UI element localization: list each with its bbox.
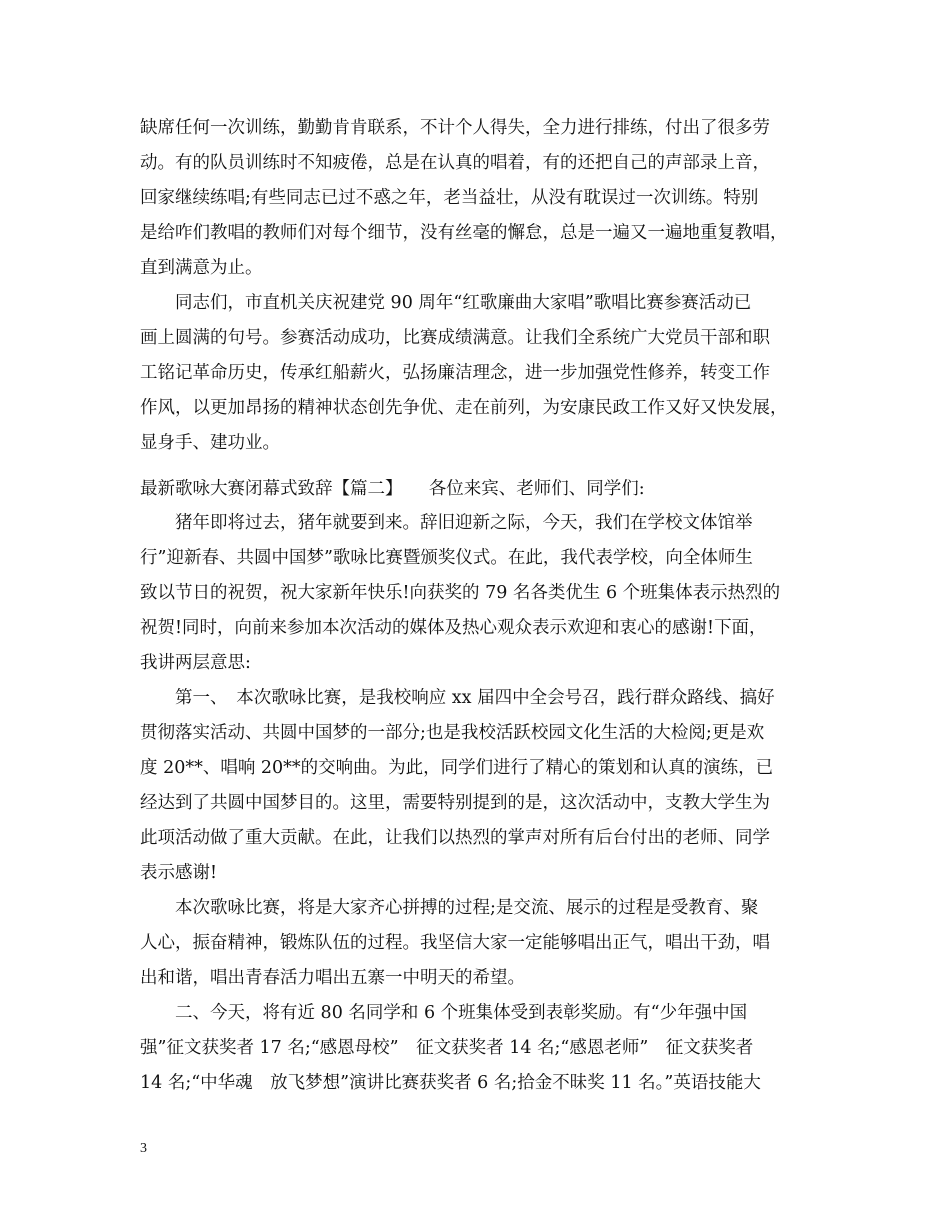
paragraph-first-line: 猪年即将过去，猪年就要到来。辞旧迎新之际，今天，我们在学校文体馆举	[175, 513, 753, 533]
text-line: 缺席任何一次训练，勤勤肯肯联系，不计个人得失，全力进行排练，付出了很多劳	[140, 118, 770, 138]
text-line: 经达到了共圆中国梦目的。这里，需要特别提到的是，这次活动中，支教大学生为	[140, 793, 770, 813]
paragraph-first-line: 第一、 本次歌咏比赛，是我校响应 xx 届四中全会号召，践行群众路线、搞好	[175, 688, 775, 708]
text-line: 行”迎新春、共圆中国梦”歌咏比赛暨颁奖仪式。在此，我代表学校，向全体师生	[140, 548, 753, 568]
text-line: 画上圆满的句号。参赛活动成功，比赛成绩满意。让我们全系统广大党员干部和职	[140, 328, 770, 348]
text-line: 致以节日的祝贺，祝大家新年快乐!向获奖的 79 名各类优生 6 个班集体表示热烈的	[140, 583, 781, 603]
text-line: 作风，以更加昂扬的精神状态创先争优、走在前列，为安康民政工作又好又快发展，	[140, 398, 788, 418]
page-number: 3	[140, 1141, 147, 1156]
text-line: 度 20**、唱响 20**的交响曲。为此，同学们进行了精心的策划和认真的演练，已	[140, 758, 774, 778]
text-line: 人心，振奋精神，锻炼队伍的过程。我坚信大家一定能够唱出正气，唱出干劲，唱	[140, 933, 770, 953]
text-line: 贯彻落实活动、共圆中国梦的一部分;也是我校活跃校园文化生活的大检阅;更是欢	[140, 723, 765, 743]
text-line: 表示感谢!	[140, 863, 218, 883]
section-heading: 最新歌咏大赛闭幕式致辞【篇二】 各位来宾、老师们、同学们:	[140, 479, 645, 499]
paragraph-first-line: 二、今天，将有近 80 名同学和 6 个班集体受到表彰奖励。有“少年强中国	[175, 1003, 748, 1023]
text-line: 我讲两层意思:	[140, 653, 251, 673]
text-line: 工铭记革命历史，传承红船薪火，弘扬廉洁理念，进一步加强党性修养，转变工作	[140, 363, 770, 383]
paragraph-first-line: 同志们，市直机关庆祝建党 90 周年“红歌廉曲大家唱”歌唱比赛参赛活动已	[175, 293, 752, 313]
text-line: 直到满意为止。	[140, 258, 263, 278]
text-line: 此项活动做了重大贡献。在此，让我们以热烈的掌声对所有后台付出的老师、同学	[140, 828, 770, 848]
text-line: 出和谐，唱出青春活力唱出五寨一中明天的希望。	[140, 968, 525, 988]
text-line: 祝贺!同时，向前来参加本次活动的媒体及热心观众表示欢迎和衷心的感谢!下面，	[140, 618, 767, 638]
text-line: 是给咋们教唱的教师们对每个细节，没有丝毫的懈怠，总是一遍又一遍地重复教唱，	[140, 223, 788, 243]
text-line: 回家继续练唱;有些同志已过不惑之年，老当益壮，从没有耽误过一次训练。特别	[140, 188, 759, 208]
text-line: 14 名;“中华魂 放飞梦想”演讲比赛获奖者 6 名;拾金不昧奖 11 名。”英语技能大	[140, 1073, 761, 1093]
text-line: 显身手、建功业。	[140, 433, 280, 453]
text-line: 强”征文获奖者 17 名;“感恩母校” 征文获奖者 14 名;“感恩老师” 征文获奖者	[140, 1038, 754, 1058]
paragraph-first-line: 本次歌咏比赛，将是大家齐心拼搏的过程;是交流、展示的过程是受教育、聚	[175, 898, 759, 918]
text-line: 动。有的队员训练时不知疲倦，总是在认真的唱着，有的还把自己的声部录上音，	[140, 153, 770, 173]
